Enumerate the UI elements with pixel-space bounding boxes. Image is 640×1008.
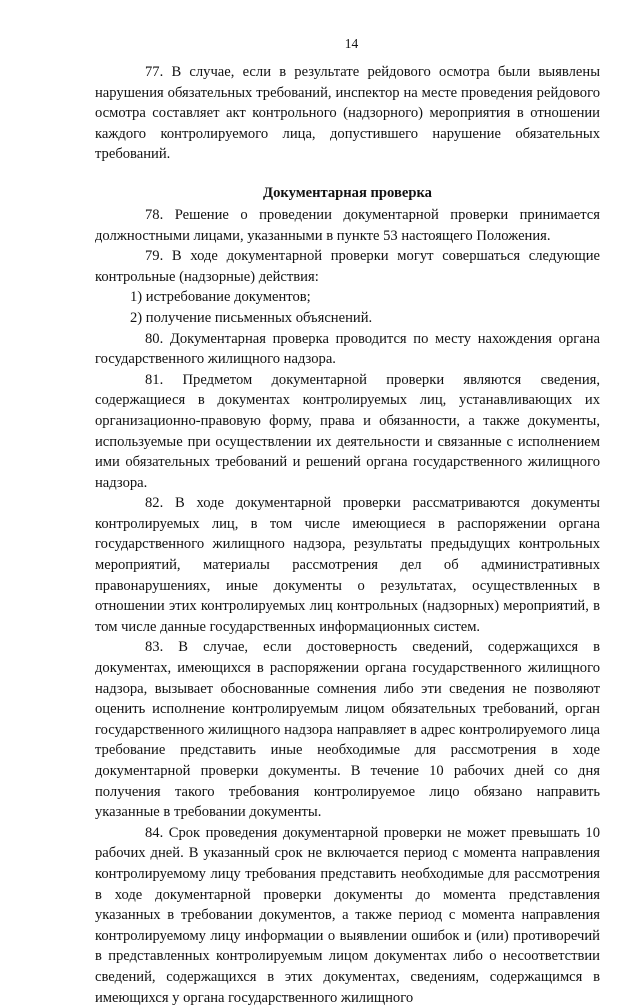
- paragraph-80: 80. Документарная проверка проводится по месту нахождения органа государственного жилищного надзора.: [95, 330, 600, 368]
- section-heading: Документарная проверка: [263, 184, 432, 201]
- list-item-79-2: 2) получение письменных объяснений.: [130, 309, 373, 326]
- paragraph-84: 84. Срок проведения документарной проверки не может превышать 10 рабочих дней. В указанный срок не включается период с момента направления контролируемому лицу требования представить необходимые для рассмотрения в ходе документарной проверки документы до момента представления указанных в требовании документов, а также период с момента направления контролируемому лицу информации о выявлении ошибок и (или) противоречий в представленных контролируемым лицом документах либо о несоответствии сведений, содержащихся в этих документах, сведениям, содержащимся в имеющихся у органа государственного жилищного: [95, 824, 600, 1006]
- paragraph-78: 78. Решение о проведении документарной проверки принимается должностными лицами, указанными в пункте 53 настоящего Положения.: [95, 206, 600, 244]
- list-item-79-1: 1) истребование документов;: [130, 289, 311, 306]
- page-number: 14: [344, 36, 359, 51]
- paragraph-81: 81. Предметом документарной проверки являются сведения, содержащиеся в документах контролируемых лиц, устанавливающих их организационно-правовую форму, права и обязанности, а также документы, используемые при осуществлении их деятельности и связанные с исполнением ими обязательных требований и решений органа государственного жилищного надзора.: [95, 371, 600, 491]
- paragraph-83: 83. В случае, если достоверность сведений, содержащихся в документах, имеющихся в распоряжении органа государственного жилищного надзора, вызывает обоснованные сомнения либо эти сведения не позволяют оценить исполнение контролируемым лицом обязательных требований, орган государственного жилищного надзора направляет в адрес контролируемого лица требование представить иные необходимые для рассмотрения в ходе документарной проверки документы. В течение 10 рабочих дней со дня получения такого требования контролируемое лицо обязано направить указанные в требовании документы.: [95, 639, 600, 821]
- paragraph-82: 82. В ходе документарной проверки рассматриваются документы контролируемых лиц, в том числе имеющиеся в распоряжении органа государственного жилищного надзора, результаты предыдущих контрольных мероприятий, материалы рассмотрения дел об административных правонарушениях, иные документы о результатах, осуществленных в отношении этих контролируемых лиц контрольных (надзорных) мероприятий, в том числе данные государственных информационных систем.: [95, 495, 600, 635]
- paragraph-77: 77. В случае, если в результате рейдового осмотра были выявлены нарушения обязательных требований, инспектор на месте проведения рейдового осмотра составляет акт контрольного (надзорного) мероприятия в отношении каждого контролируемого лица, допустившего нарушение обязательных требований.: [95, 64, 600, 163]
- paragraph-79: 79. В ходе документарной проверки могут совершаться следующие контрольные (надзорные) действия:: [95, 248, 600, 285]
